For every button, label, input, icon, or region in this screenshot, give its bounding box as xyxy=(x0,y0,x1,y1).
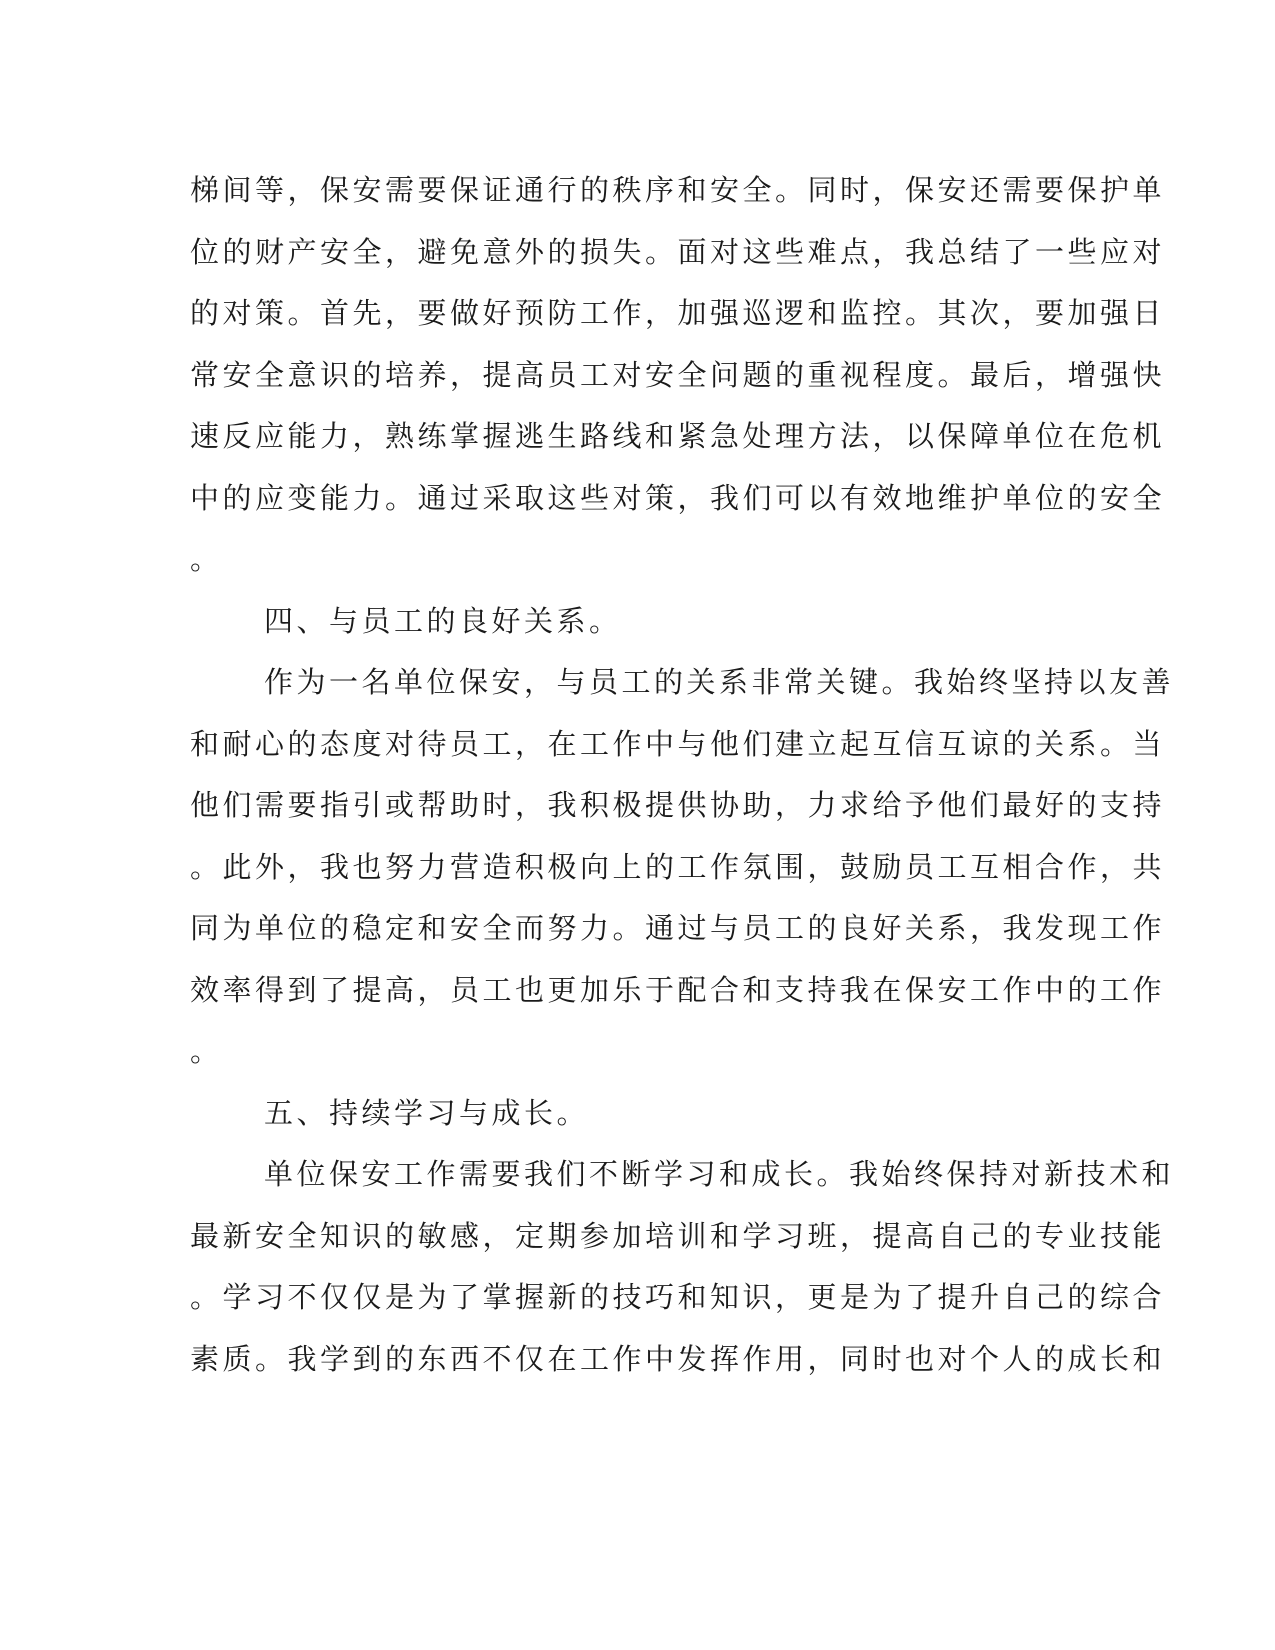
text-line: 同为单位的稳定和安全而努力。通过与员工的良好关系，我发现工作 xyxy=(190,911,1166,945)
text-line: 位的财产安全，避免意外的损失。面对这些难点，我总结了一些应对 xyxy=(190,234,1166,269)
section-heading: 四、与员工的良好关系。 xyxy=(264,603,622,638)
text-line: 最新安全知识的敏感，定期参加培训和学习班，提高自己的专业技能 xyxy=(190,1218,1166,1253)
text-line: 梯间等，保安需要保证通行的秩序和安全。同时，保安还需要保护单 xyxy=(190,173,1166,207)
body-text xyxy=(190,160,1175,1390)
paragraph-first-line: 作为一名单位保安，与员工的关系非常关键。我始终坚持以友善 xyxy=(264,665,1175,699)
text-line: 他们需要指引或帮助时，我积极提供协助，力求给予他们最好的支持 xyxy=(190,788,1166,822)
section-heading: 五、持续学习与成长。 xyxy=(264,1095,590,1130)
paragraph-first-line: 单位保安工作需要我们不断学习和成长。我始终保持对新技术和 xyxy=(264,1157,1175,1191)
text-line: 。 xyxy=(190,542,223,576)
text-line: 速反应能力，熟练掌握逃生路线和紧急处理方法，以保障单位在危机 xyxy=(190,419,1166,453)
text-line: 常安全意识的培养，提高员工对安全问题的重视程度。最后，增强快 xyxy=(190,357,1166,392)
text-line: 。此外，我也努力营造积极向上的工作氛围，鼓励员工互相合作，共 xyxy=(190,849,1166,884)
text-line: 。学习不仅仅是为了掌握新的技巧和知识，更是为了提升自己的综合 xyxy=(190,1280,1166,1314)
text-line: 和耐心的态度对待员工，在工作中与他们建立起互信互谅的关系。当 xyxy=(190,726,1166,761)
text-line: 。 xyxy=(190,1034,223,1068)
text-line: 中的应变能力。通过采取这些对策，我们可以有效地维护单位的安全 xyxy=(190,480,1166,515)
text-line: 效率得到了提高，员工也更加乐于配合和支持我在保安工作中的工作 xyxy=(190,972,1166,1007)
text-line: 的对策。首先，要做好预防工作，加强巡逻和监控。其次，要加强日 xyxy=(190,296,1166,330)
text-line: 素质。我学到的东西不仅在工作中发挥作用，同时也对个人的成长和 xyxy=(190,1341,1166,1376)
